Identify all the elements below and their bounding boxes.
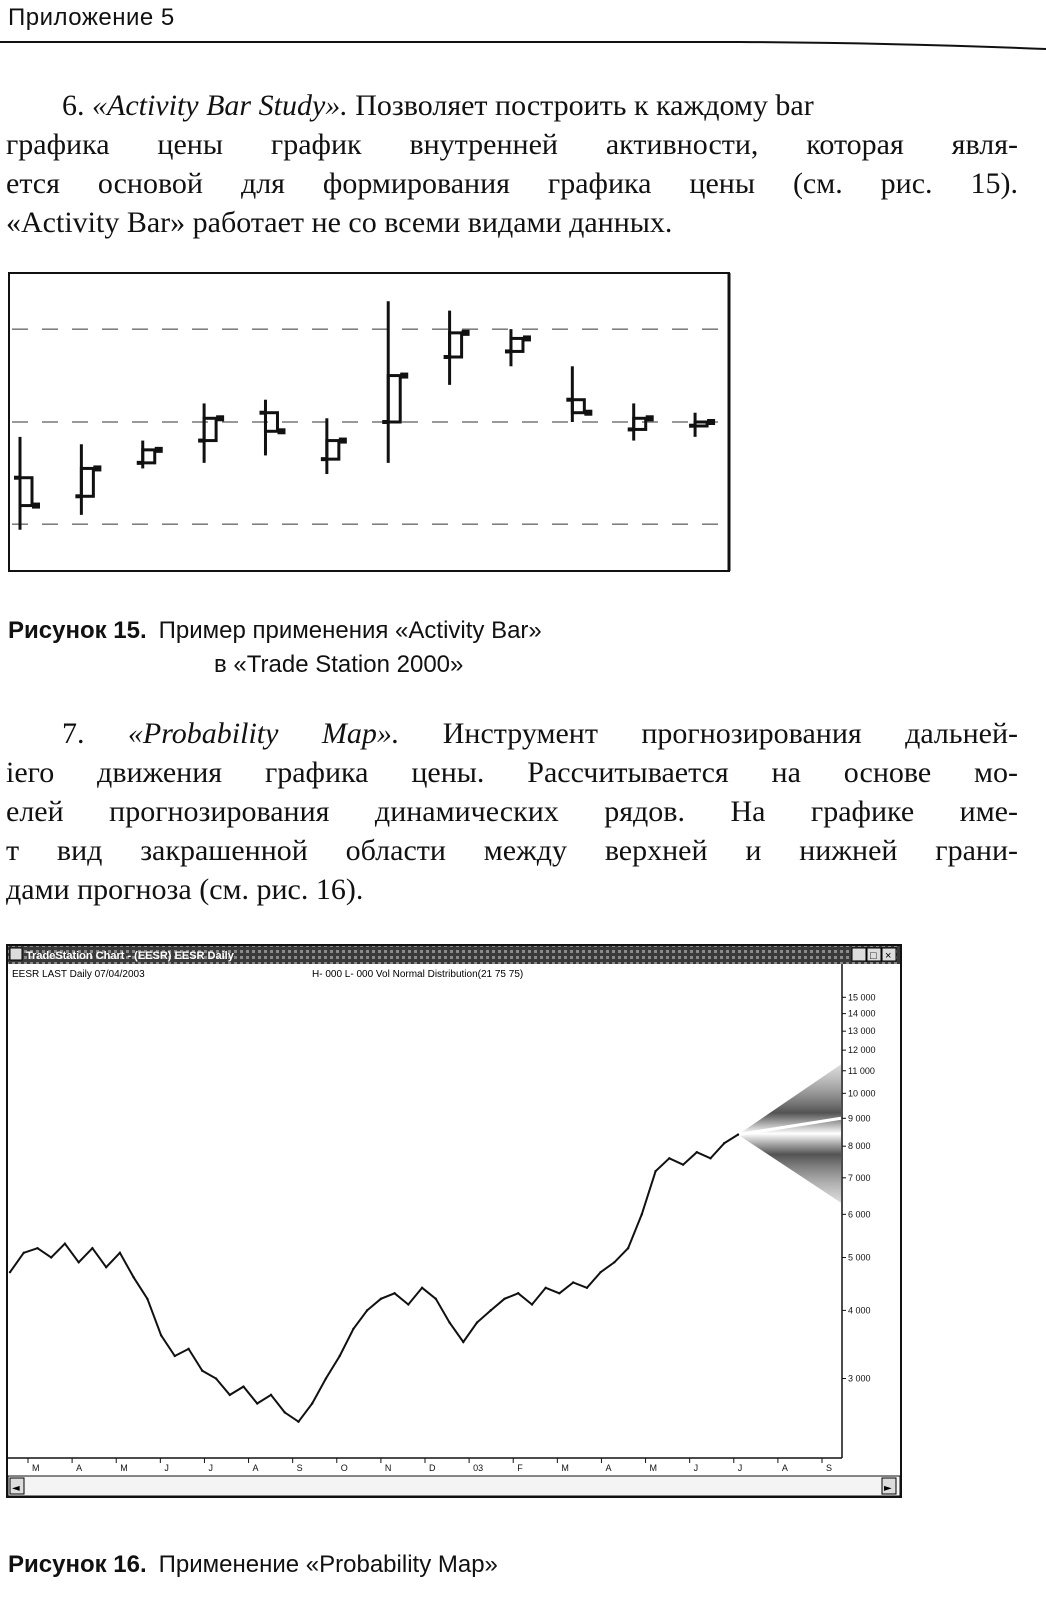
price-point-13	[174, 1355, 176, 1357]
window-controls	[852, 948, 896, 962]
price-point-41	[558, 1292, 560, 1294]
price-point-16	[215, 1377, 217, 1379]
paragraph-7-line-3: елей прогнозирования динамических рядов. На графике име-	[6, 795, 1018, 828]
activity-bar-open-5	[259, 411, 265, 415]
figure-16-probability-map-chart	[6, 944, 904, 1500]
price-point-1	[9, 1271, 11, 1273]
activity-bar-close-7	[400, 373, 408, 379]
x-tick-label-14: A	[605, 1463, 612, 1473]
x-tick-label-4: J	[164, 1463, 169, 1473]
y-tick-label-11: 5 000	[848, 1252, 871, 1263]
price-point-8	[105, 1266, 107, 1268]
x-tick-label-3: M	[120, 1463, 128, 1473]
price-point-22	[297, 1421, 299, 1423]
x-tick-label-13: M	[561, 1463, 569, 1473]
price-point-14	[187, 1348, 189, 1350]
x-tick-label-1: M	[32, 1463, 40, 1473]
activity-bar-open-10	[566, 398, 572, 402]
price-point-37	[503, 1298, 505, 1300]
x-tick-label-9: N	[384, 1463, 392, 1473]
paragraph-7-number: 7.	[62, 717, 85, 750]
activity-bar-close-12	[707, 419, 715, 425]
activity-bar-close-8	[462, 330, 470, 336]
scroll-left-icon: ◄	[12, 1483, 20, 1494]
price-point-9	[119, 1252, 121, 1254]
x-tick-label-12: F	[517, 1463, 523, 1473]
price-point-54	[737, 1133, 739, 1135]
y-tick-label-3: 13 000	[848, 1026, 876, 1037]
x-tick-label-8: O	[340, 1463, 348, 1473]
price-point-2	[23, 1252, 25, 1254]
x-tick-label-2: A	[76, 1463, 83, 1473]
y-tick-label-9: 7 000	[848, 1172, 871, 1183]
price-point-46	[627, 1247, 629, 1249]
horizontal-scrollbar[interactable]	[8, 1476, 900, 1496]
price-point-39	[531, 1303, 533, 1305]
price-point-51	[696, 1151, 698, 1153]
activity-bar-close-6	[339, 438, 347, 444]
price-point-18	[242, 1385, 244, 1387]
price-point-12	[160, 1334, 162, 1336]
y-tick-label-7: 9 000	[848, 1113, 871, 1124]
price-point-4	[50, 1256, 52, 1258]
x-tick-label-16: J	[693, 1463, 699, 1473]
price-point-49	[668, 1157, 670, 1159]
chart-indicator-info: H- 000 L- 000 Vol Normal Distribution(21 75 75)	[312, 969, 524, 980]
activity-bar-close-9	[523, 335, 531, 341]
close-icon: ×	[885, 950, 892, 962]
price-point-3	[36, 1247, 38, 1249]
activity-bar-close-4	[216, 415, 224, 421]
maximize-icon: □	[870, 950, 877, 962]
activity-bar-open-3	[137, 461, 143, 465]
x-tick-label-15: M	[649, 1463, 658, 1473]
y-tick-label-10: 6 000	[848, 1209, 871, 1220]
figure-16-caption-label: Рисунок 16.	[8, 1551, 147, 1578]
price-point-27	[366, 1309, 368, 1311]
activity-bar-open-1	[14, 476, 20, 480]
y-tick-label-12: 4 000	[848, 1305, 871, 1316]
price-point-33	[448, 1321, 450, 1323]
price-point-19	[256, 1402, 258, 1404]
activity-bar-open-9	[505, 349, 511, 353]
price-point-28	[380, 1298, 382, 1300]
minimize-icon: _	[855, 950, 862, 962]
activity-bar-open-6	[321, 457, 327, 461]
price-point-38	[517, 1292, 519, 1294]
paragraph-6-line-2: графика цены график внутренней активности, которая явля-	[6, 128, 1018, 161]
activity-bar-open-2	[75, 494, 81, 498]
y-tick-label-1: 15 000	[848, 992, 876, 1003]
price-point-36	[490, 1309, 492, 1311]
header-rule	[0, 40, 1046, 52]
paragraph-7-line-4: т вид закрашенной области между верхней и нижней грани-	[6, 834, 1018, 867]
price-point-43	[586, 1287, 588, 1289]
price-point-44	[599, 1271, 601, 1273]
paragraph-6-number: 6.	[62, 89, 85, 122]
x-tick-label-7: S	[296, 1463, 303, 1473]
paragraph-7-text-1: Инструмент прогнозирования дальней-	[399, 717, 1018, 750]
price-point-5	[64, 1243, 66, 1245]
app-icon	[10, 948, 22, 960]
scroll-right-icon: ►	[884, 1483, 892, 1494]
price-point-11	[146, 1298, 148, 1300]
y-tick-label-2: 14 000	[848, 1008, 876, 1019]
x-tick-label-11: 03	[473, 1463, 484, 1473]
figure-15-activity-bar-chart	[8, 272, 734, 574]
price-point-52	[709, 1157, 711, 1159]
activity-bar-open-8	[444, 355, 450, 359]
figure-16-caption	[8, 1548, 498, 1582]
x-tick-label-17: J	[737, 1463, 743, 1473]
price-point-26	[352, 1328, 354, 1330]
price-point-48	[654, 1170, 656, 1172]
y-tick-label-5: 11 000	[848, 1065, 875, 1076]
figure-15-caption-line-1: Пример применения «Activity Bar»	[158, 617, 542, 644]
y-tick-label-4: 12 000	[848, 1045, 876, 1056]
paragraph-6-title: «Activity Bar Study».	[92, 89, 348, 122]
price-point-50	[682, 1163, 684, 1165]
price-point-40	[544, 1287, 546, 1289]
price-point-34	[462, 1341, 464, 1343]
paragraph-6-line-4: «Activity Bar» работает не со всеми видами данных.	[6, 206, 673, 239]
chart-symbol-info: EESR LAST Daily 07/04/2003	[12, 969, 145, 980]
activity-bar-close-11	[646, 415, 654, 421]
price-point-29	[393, 1292, 395, 1294]
price-point-17	[229, 1394, 231, 1396]
activity-bar-close-10	[584, 410, 592, 416]
price-point-15	[201, 1370, 203, 1372]
x-tick-label-6: A	[252, 1463, 259, 1473]
paragraph-6-line-1	[6, 86, 1018, 125]
figure-15-caption-label: Рисунок 15.	[8, 617, 147, 644]
price-point-32	[435, 1298, 437, 1300]
running-head: Приложение 5	[8, 4, 175, 31]
x-tick-label-10: D	[429, 1463, 436, 1473]
x-tick-label-18: A	[781, 1463, 788, 1473]
y-tick-label-6: 10 000	[848, 1088, 876, 1099]
price-point-23	[311, 1402, 313, 1404]
figure-15-caption-line-2: в «Trade Station 2000»	[214, 651, 464, 678]
activity-bar-close-5	[277, 428, 285, 434]
x-tick-label-5: J	[208, 1463, 213, 1473]
price-point-10	[132, 1276, 134, 1278]
price-point-42	[572, 1281, 574, 1283]
price-point-31	[421, 1287, 423, 1289]
activity-bar-close-1	[32, 503, 40, 509]
price-point-53	[723, 1142, 725, 1144]
activity-bar-open-12	[689, 424, 695, 428]
activity-bar-open-7	[382, 420, 388, 424]
price-point-30	[407, 1303, 409, 1305]
paragraph-6	[6, 86, 1018, 242]
activity-bar-close-2	[93, 465, 101, 471]
price-point-45	[613, 1261, 615, 1263]
paragraph-6-text-1: Позволяет построить к каждому bar	[347, 89, 814, 122]
figure-16-caption-text: Применение «Probability Map»	[158, 1551, 498, 1578]
paragraph-7-line-2: іего движения графика цены. Рассчитывается на основе мо-	[6, 756, 1018, 789]
paragraph-7-line-1	[6, 714, 1018, 753]
price-point-24	[325, 1377, 327, 1379]
activity-bar-close-3	[155, 447, 163, 453]
window-title: TradeStation Chart - (EESR) EESR Daily	[26, 950, 234, 962]
figure-15-caption	[8, 614, 542, 648]
y-tick-label-13: 3 000	[848, 1373, 871, 1384]
y-tick-label-8: 8 000	[848, 1141, 871, 1152]
price-point-35	[476, 1321, 478, 1323]
paragraph-7-line-5: дами прогноза (см. рис. 16).	[6, 873, 364, 906]
price-point-21	[284, 1411, 286, 1413]
activity-bar-open-11	[628, 427, 634, 431]
price-point-20	[270, 1394, 272, 1396]
activity-bar-open-4	[198, 439, 204, 443]
price-point-47	[641, 1213, 643, 1215]
x-tick-label-19: S	[826, 1463, 833, 1473]
price-point-7	[91, 1247, 93, 1249]
price-point-6	[77, 1261, 79, 1263]
paragraph-7	[6, 714, 1018, 909]
paragraph-7-title: «Probability Map».	[127, 717, 400, 750]
paragraph-6-line-3: ется основой для формирования графика цены (см. рис. 15).	[6, 167, 1018, 200]
price-point-25	[338, 1355, 340, 1357]
